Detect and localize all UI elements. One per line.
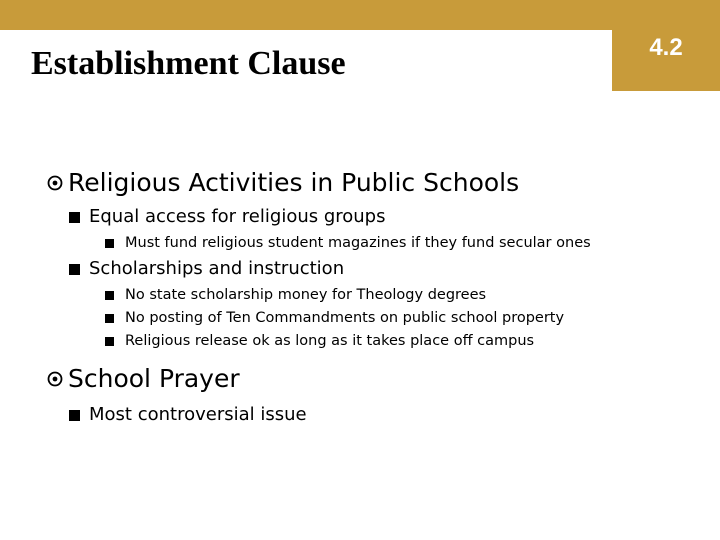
square-bullet-icon <box>69 264 80 275</box>
square-bullet-icon <box>105 239 114 248</box>
square-bullet-icon <box>69 212 80 223</box>
circle-target-icon <box>47 175 63 191</box>
section-heading-text: School Prayer <box>68 364 240 393</box>
square-bullet-icon <box>69 410 80 421</box>
sub-list-item-text: No state scholarship money for Theology degrees <box>125 287 487 303</box>
section-heading-text: Religious Activities in Public Schools <box>68 168 520 197</box>
square-bullet-icon <box>105 314 114 323</box>
square-bullet-icon <box>105 337 114 346</box>
list-item-text: Equal access for religious groups <box>89 206 386 227</box>
slide-number-box <box>612 0 720 91</box>
sub-list-item-text: Must fund religious student magazines if they fund secular ones <box>125 235 591 251</box>
sub-list-item-text: Religious release ok as long as it takes place off campus <box>125 333 535 349</box>
square-bullet-icon <box>105 291 114 300</box>
list-item-text: Scholarships and instruction <box>89 258 345 279</box>
slide-title: Establishment Clause <box>31 45 346 82</box>
circle-target-icon <box>47 371 63 387</box>
sub-list-item-text: No posting of Ten Commandments on public school property <box>125 310 565 326</box>
list-item-text: Most controversial issue <box>89 404 307 425</box>
slide-number: 4.2 <box>649 34 683 61</box>
